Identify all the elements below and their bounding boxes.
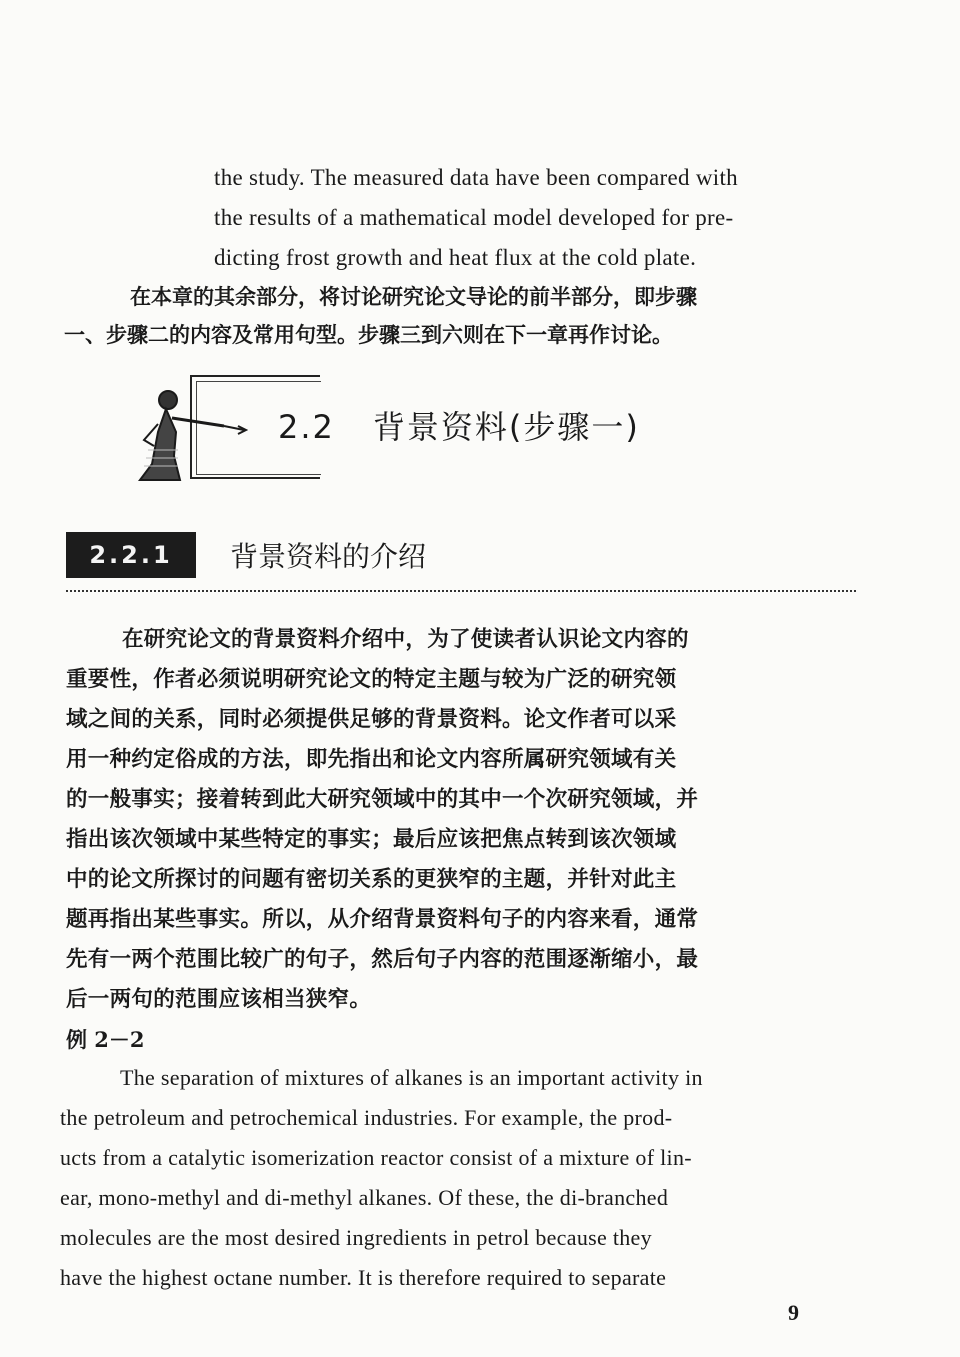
section-title-text: 背景资料(步骤一): [372, 408, 640, 446]
dotted-divider: [66, 590, 856, 592]
subsection-number-badge: 2.2.1: [66, 532, 196, 578]
example-line: ear, mono-methyl and di-methyl alkanes. Of these, the di-branched: [60, 1185, 669, 1210]
teacher-pointing-illustration: [128, 384, 248, 482]
example-line: the petroleum and petrochemical industries. For example, the prod-: [60, 1105, 673, 1130]
page-number: 9: [788, 1300, 799, 1325]
subsection-title: 背景资料的介绍: [230, 540, 427, 573]
chinese-body-paragraph: [66, 620, 856, 1020]
body-line: 用一种约定俗成的方法，即先指出和论文内容所属研究领域有关: [66, 747, 677, 772]
quote-line: the results of a mathematical model developed for pre-: [214, 205, 734, 230]
body-line: 题再指出某些事实。所以，从介绍背景资料句子的内容来看，通常: [66, 907, 699, 932]
body-line: 重要性，作者必须说明研究论文的特定主题与较为广泛的研究领: [66, 667, 677, 692]
body-line: 的一般事实；接着转到此大研究领域中的其中一个次研究领域，并: [66, 787, 699, 812]
chinese-intro-paragraph: [64, 278, 864, 354]
intro-line: 一、步骤二的内容及常用句型。步骤三到六则在下一章再作讨论。: [64, 322, 673, 347]
body-line: 域之间的关系，同时必须提供足够的背景资料。论文作者可以采: [66, 707, 677, 732]
body-line: 先有一两个范围比较广的句子，然后句子内容的范围逐渐缩小，最: [66, 947, 699, 972]
intro-line: 在本章的其余部分，将讨论研究论文导论的前半部分，即步骤: [130, 284, 697, 309]
example-line: molecules are the most desired ingredients in petrol because they: [60, 1225, 652, 1250]
example-line: have the highest octane number. It is therefore required to separate: [60, 1265, 667, 1290]
example-line: The separation of mixtures of alkanes is an important activity in: [120, 1065, 703, 1090]
example-english-paragraph: [60, 1058, 850, 1298]
quote-line: dicting frost growth and heat flux at the cold plate.: [214, 245, 697, 270]
subsection-heading: [66, 532, 866, 598]
english-quote-block: [214, 158, 859, 278]
body-line: 后一两句的范围应该相当狭窄。: [66, 987, 372, 1012]
quote-line: the study. The measured data have been compared with: [214, 165, 738, 190]
section-title: [278, 402, 640, 448]
example-label: 例 2－2: [66, 1027, 145, 1052]
body-line: 在研究论文的背景资料介绍中，为了使读者认识论文内容的: [122, 627, 689, 652]
body-line: 指出该次领域中某些特定的事实；最后应该把焦点转到该次领域: [66, 827, 677, 852]
section-number: 2.2: [278, 408, 335, 446]
section-heading-banner: [128, 372, 748, 482]
body-line: 中的论文所探讨的问题有密切关系的更狭窄的主题，并针对此主: [66, 867, 677, 892]
example-line: ucts from a catalytic isomerization reactor consist of a mixture of lin-: [60, 1145, 692, 1170]
